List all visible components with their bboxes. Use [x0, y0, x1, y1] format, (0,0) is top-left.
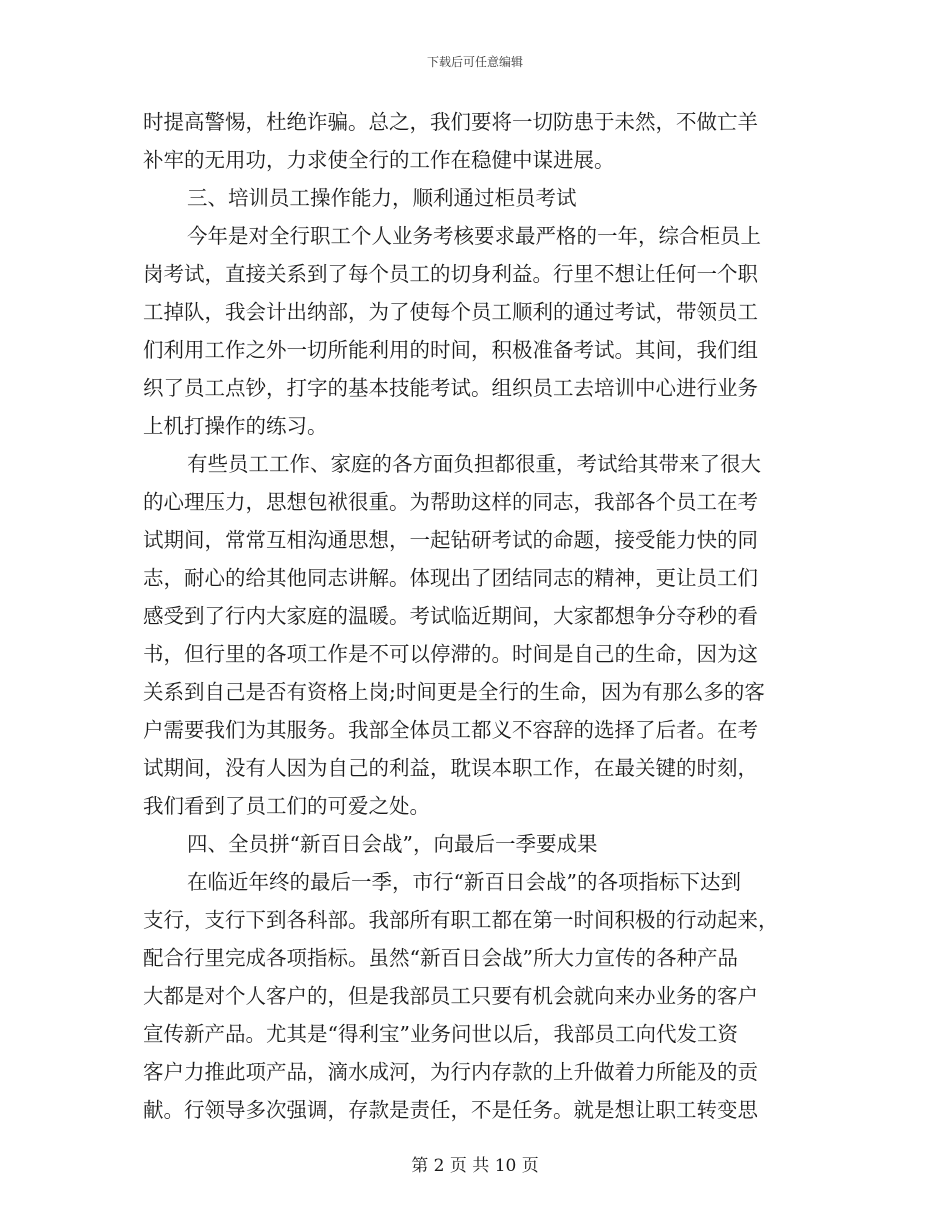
text-line: 织了员工点钞，打字的基本技能考试。组织员工去培训中心进行业务 — [143, 376, 758, 400]
text-line: 配合行里完成各项指标。虽然“新百日会战”所大力宣传的各种产品 — [143, 946, 738, 970]
text-line: 试期间，常常互相沟通思想，一起钻研考试的命题，接受能力快的同 — [143, 528, 758, 552]
text-line: 们利用工作之外一切所能利用的时间，积极准备考试。其间，我们组 — [143, 338, 758, 362]
text-line: 关系到自己是否有资格上岗;时间更是全行的生命，因为有那么多的客 — [143, 680, 765, 704]
text-line: 我们看到了员工们的可爱之处。 — [143, 794, 430, 818]
section-heading: 三、培训员工操作能力，顺利通过柜员考试 — [187, 186, 577, 210]
text-line: 上机打操作的练习。 — [143, 414, 328, 438]
page-footer: 第 2 页 共 10 页 — [411, 1156, 539, 1176]
section-heading: 四、全员拼“新百日会战”，向最后一季要成果 — [187, 832, 598, 856]
page-header: 下载后可任意编辑 — [426, 55, 523, 69]
text-line: 支行，支行下到各科部。我部所有职工都在第一时间积极的行动起来， — [143, 908, 779, 932]
document-body — [143, 103, 807, 1129]
text-line: 大都是对个人客户的，但是我部员工只要有机会就向来办业务的客户 — [143, 984, 758, 1008]
text-line: 感受到了行内大家庭的温暖。考试临近期间，大家都想争分夺秒的看 — [143, 604, 758, 628]
text-line: 宣传新产品。尤其是“得利宝”业务问世以后，我部员工向代发工资 — [143, 1022, 738, 1046]
text-line: 补牢的无用功，力求使全行的工作在稳健中谋进展。 — [143, 148, 615, 172]
text-line: 志，耐心的给其他同志讲解。体现出了团结同志的精神，更让员工们 — [143, 566, 758, 590]
text-line: 工掉队，我会计出纳部，为了使每个员工顺利的通过考试，带领员工 — [143, 300, 758, 324]
text-line: 户需要我们为其服务。我部全体员工都义不容辞的选择了后者。在考 — [143, 718, 758, 742]
text-line: 今年是对全行职工个人业务考核要求最严格的一年，综合柜员上 — [187, 224, 761, 248]
text-line: 在临近年终的最后一季，市行“新百日会战”的各项指标下达到 — [187, 870, 741, 894]
text-line: 有些员工工作、家庭的各方面负担都很重，考试给其带来了很大 — [187, 452, 761, 476]
text-line: 书，但行里的各项工作是不可以停滞的。时间是自己的生命，因为这 — [143, 642, 758, 666]
text-line: 献。行领导多次强调，存款是责任，不是任务。就是想让职工转变思 — [143, 1098, 758, 1122]
text-line: 岗考试，直接关系到了每个员工的切身利益。行里不想让任何一个职 — [143, 262, 758, 286]
text-line: 客户力推此项产品，滴水成河，为行内存款的上升做着力所能及的贡 — [143, 1060, 758, 1084]
text-line: 的心理压力，思想包袱很重。为帮助这样的同志，我部各个员工在考 — [143, 490, 758, 514]
text-line: 时提高警惕，杜绝诈骗。总之，我们要将一切防患于未然，不做亡羊 — [143, 110, 758, 134]
text-line: 试期间，没有人因为自己的利益，耽误本职工作，在最关键的时刻， — [143, 756, 758, 780]
